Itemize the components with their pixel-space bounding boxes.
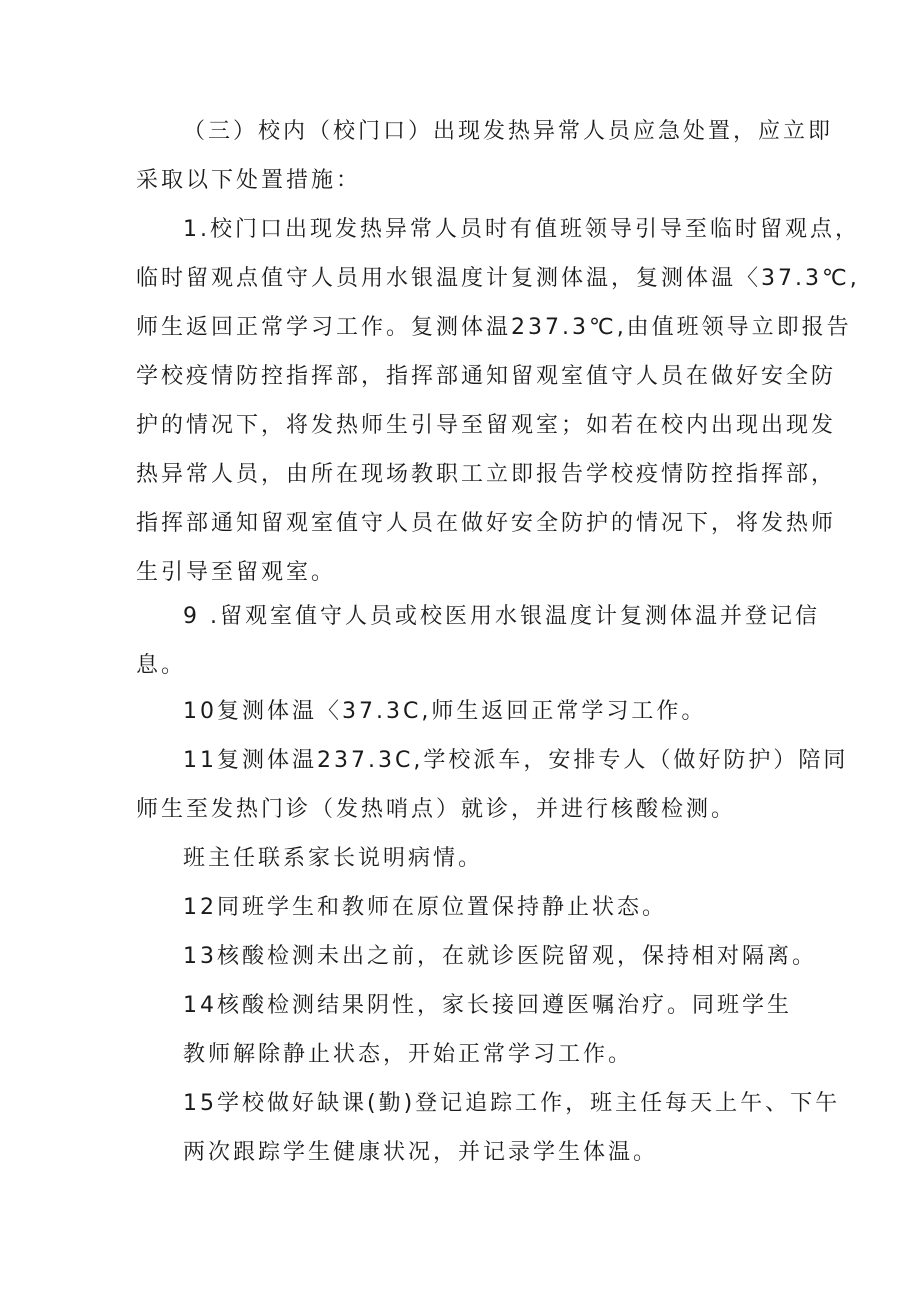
text-line: 生引导至留观室。 [136,560,337,585]
text-line: 师生至发热门诊（发热哨点）就诊，并进行核酸检测。 [136,797,737,822]
text-line: 10复测体温〈37.3C,师生返回正常学习工作。 [183,699,707,724]
text-line: 11复测体温237.3C,学校派车，安排专人（做好防护）陪同 [183,748,849,773]
text-line: 热异常人员，由所在现场教职工立即报告学校疫情防控指挥部， [136,462,837,487]
text-line: 指挥部通知留观室值守人员在做好安全防护的情况下，将发热师 [136,511,837,536]
text-line: 15学校做好缺课(勤)登记追踪工作，班主任每天上午、下午 [183,1091,841,1116]
text-line: 班主任联系家长说明病情。 [183,846,484,871]
text-line: 教师解除静止状态，开始正常学习工作。 [183,1042,634,1067]
text-line: 师生返回正常学习工作。复测体温237.3℃,由值班领导立即报告 [136,315,852,340]
text-line: 14核酸检测结果阴性，家长接回遵医嘱治疗。同班学生 [183,993,792,1018]
text-line: 学校疫情防控指挥部，指挥部通知留观室值守人员在做好安全防 [136,364,837,389]
text-line: 采取以下处置措施： [136,168,362,193]
text-line: 两次跟踪学生健康状况，并记录学生体温。 [183,1140,659,1165]
text-line: 息。 [136,653,187,678]
text-line: 1.校门口出现发热异常人员时有值班领导引导至临时留观点， [183,217,860,242]
text-line: 护的情况下，将发热师生引导至留观室；如若在校内出现出现发 [136,413,837,438]
text-line: （三）校内（校门口）出现发热异常人员应急处置，应立即 [183,119,834,144]
text-line: 13核酸检测未出之前，在就诊医院留观，保持相对隔离。 [183,944,817,969]
text-line: 9 .留观室值守人员或校医用水银温度计复测体温并登记信 [183,604,820,629]
text-line: 12同班学生和教师在原位置保持静止状态。 [183,895,667,920]
text-line: 临时留观点值守人员用水银温度计复测体温，复测体温〈37.3℃, [136,266,860,291]
